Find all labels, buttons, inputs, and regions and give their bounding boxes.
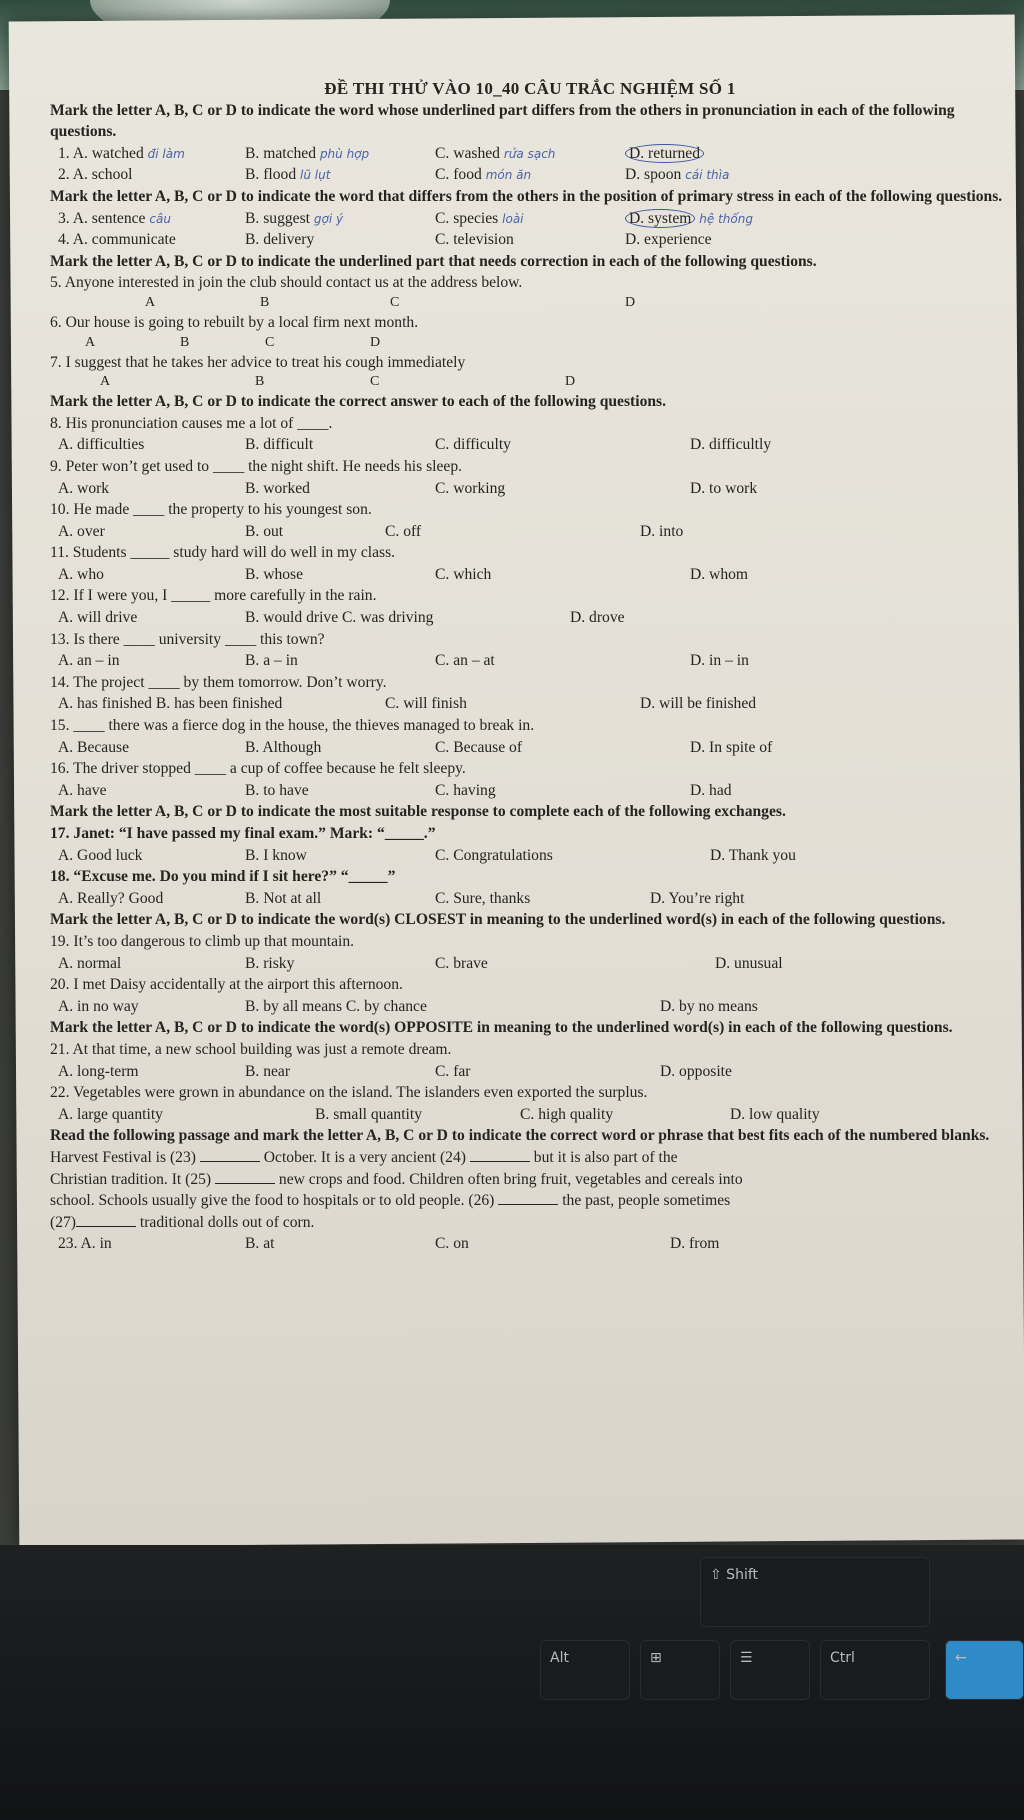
q13-option-d[interactable]: D. in – in (690, 652, 749, 670)
q20-option-d[interactable]: D. by no means (660, 997, 758, 1015)
q18-options (50, 888, 1010, 910)
q10-options (50, 521, 1010, 543)
question-2 (50, 164, 1010, 186)
q8-options (50, 434, 1010, 456)
question-12: 12. If I were you, I _____ more carefully in the rain. (50, 587, 377, 605)
q20-option-bc[interactable]: B. by all means C. by chance (245, 997, 427, 1015)
q21-options (50, 1061, 1010, 1083)
q15-option-d[interactable]: D. In spite of (690, 738, 773, 756)
q17-option-d[interactable]: D. Thank you (710, 846, 796, 864)
q9-option-a[interactable]: A. work (58, 479, 110, 497)
q11-option-a[interactable]: A. who (58, 565, 104, 583)
passage-line-4: (27) traditional dolls out of corn. (50, 1213, 315, 1231)
q15-option-a[interactable]: A. Because (58, 738, 130, 756)
question-17: 17. Janet: “I have passed my final exam.” Mark: “_____.” (50, 825, 436, 842)
question-7: 7. I suggest that he takes her advice to treat his cough immediately (50, 353, 466, 371)
q22-option-c[interactable]: C. high quality (520, 1105, 614, 1123)
q5-letter-c[interactable]: C (390, 294, 400, 310)
q5-letter-d[interactable]: D (625, 294, 636, 310)
q7-letter-b[interactable]: B (255, 374, 265, 390)
question-10: 10. He made ____ the property to his youngest son. (50, 501, 372, 519)
q6-letter-a[interactable]: A (85, 334, 96, 350)
q4-option-c[interactable]: C. television (435, 231, 514, 249)
q21-option-d[interactable]: D. opposite (660, 1062, 732, 1080)
question-16: 16. The driver stopped ____ a cup of coffee because he felt sleepy. (50, 760, 466, 778)
q16-option-a[interactable]: A. have (58, 781, 107, 799)
q17-options (50, 845, 1010, 867)
q12-options (50, 607, 1010, 629)
blank-26[interactable] (498, 1190, 558, 1205)
q10-option-b[interactable]: B. out (245, 522, 284, 540)
windows-key[interactable] (640, 1640, 720, 1700)
q15-option-c[interactable]: C. Because of (435, 738, 523, 756)
instruction-closest: Mark the letter A, B, C or D to indicate the word(s) CLOSEST in meaning to the underlined word(s) in each of the following questions. (50, 911, 946, 929)
q8-option-c[interactable]: C. difficulty (435, 436, 511, 454)
question-3 (50, 208, 1010, 230)
q19-option-c[interactable]: C. brave (435, 954, 488, 972)
q12-option-d[interactable]: D. drove (570, 609, 625, 627)
question-14: 14. The project ____ by them tomorrow. Don’t worry. (50, 673, 387, 691)
blank-23[interactable] (200, 1147, 260, 1162)
q17-option-b[interactable]: B. I know (245, 846, 307, 864)
keyboard-background (0, 1545, 1024, 1820)
q10-option-d[interactable]: D. into (640, 522, 684, 540)
q22-option-a[interactable]: A. large quantity (58, 1105, 163, 1123)
q9-option-c[interactable]: C. working (435, 479, 506, 497)
page-title: ĐỀ THI THỬ VÀO 10_40 CÂU TRẮC NGHIỆM SỐ 1 (324, 79, 736, 98)
question-5: 5. Anyone interested in join the club should contact us at the address below. (50, 274, 523, 292)
instruction-correction: Mark the letter A, B, C or D to indicate the underlined part that needs correction in each of the following questions. (50, 252, 817, 270)
q5-letters (50, 294, 1010, 312)
q13-options (50, 650, 1010, 672)
q18-option-b[interactable]: B. Not at all (245, 889, 322, 907)
instruction-response: Mark the letter A, B, C or D to indicate the most suitable response to complete each of the following exchanges. (50, 803, 786, 821)
q9-options (50, 478, 1010, 500)
q16-options (50, 780, 1010, 802)
q4-option-d[interactable]: D. experience (625, 231, 712, 249)
ctrl-key[interactable]: Ctrl (820, 1640, 930, 1700)
instruction-stress: Mark the letter A, B, C or D to indicate the word that differs from the others in the position of primary stress in each of the following questions. (50, 187, 1003, 205)
q5-letter-b[interactable]: B (260, 294, 270, 310)
question-19: 19. It’s too dangerous to climb up that mountain. (50, 932, 355, 950)
question-11: 11. Students _____ study hard will do well in my class. (50, 544, 396, 562)
q23-options (50, 1233, 1010, 1255)
instruction-passage: Read the following passage and mark the letter A, B, C or D to indicate the correct word or phrase that best fits each of the numbered blanks. (50, 1127, 990, 1145)
q12-option-b[interactable]: B. would drive C. was driving (245, 609, 434, 627)
exam-content (50, 78, 1010, 1255)
q23-option-c[interactable]: C. on (435, 1235, 469, 1253)
q21-option-c[interactable]: C. far (435, 1062, 471, 1080)
q19-option-b[interactable]: B. risky (245, 954, 295, 972)
q19-options (50, 953, 1010, 975)
q6-letter-d[interactable]: D (370, 334, 381, 350)
q20-option-a[interactable]: A. in no way (58, 997, 139, 1015)
instruction-opposite: Mark the letter A, B, C or D to indicate the word(s) OPPOSITE in meaning to the underlined word(s) in each of the following questions. (50, 1019, 953, 1037)
question-18: 18. “Excuse me. Do you mind if I sit here?” “_____” (50, 868, 396, 886)
q11-options (50, 564, 1010, 586)
q18-option-d[interactable]: D. You’re right (650, 889, 745, 907)
q19-option-d[interactable]: D. unusual (715, 954, 783, 972)
q6-letters (50, 334, 1010, 352)
q18-option-c[interactable]: C. Sure, thanks (435, 889, 531, 907)
instruction-correct-answer: Mark the letter A, B, C or D to indicate the correct answer to each of the following questions. (50, 393, 667, 411)
q19-option-a[interactable]: A. normal (58, 954, 122, 972)
menu-icon: ☰ (740, 1650, 753, 1666)
q17-option-c[interactable]: C. Congratulations (435, 846, 553, 864)
q22-option-d[interactable]: D. low quality (730, 1105, 820, 1123)
menu-key[interactable] (730, 1640, 810, 1700)
q2-option-d[interactable]: D. spoon cái thìa (625, 166, 730, 184)
q7-letter-c[interactable]: C (370, 374, 380, 390)
q7-letters (50, 373, 1010, 391)
q17-option-a[interactable]: A. Good luck (58, 846, 143, 864)
q14-options (50, 693, 1010, 715)
question-20: 20. I met Daisy accidentally at the airport this afternoon. (50, 976, 403, 994)
question-4 (50, 229, 1010, 251)
q16-option-c[interactable]: C. having (435, 781, 496, 799)
q23-option-b[interactable]: B. at (245, 1235, 275, 1253)
q4-option-b[interactable]: B. delivery (245, 231, 315, 249)
q2-option-b[interactable]: B. flood lũ lụt (245, 166, 331, 184)
blank-25[interactable] (215, 1169, 275, 1184)
blank-27[interactable] (76, 1212, 136, 1227)
q21-option-b[interactable]: B. near (245, 1062, 291, 1080)
q3-option-c[interactable]: C. species loài (435, 209, 524, 227)
q15-option-b[interactable]: B. Although (245, 738, 322, 756)
q23-option-a[interactable]: 23. A. in (58, 1235, 112, 1253)
q11-option-b[interactable]: B. whose (245, 565, 304, 583)
q21-option-a[interactable]: A. long-term (58, 1062, 139, 1080)
q10-option-c[interactable]: C. off (385, 522, 422, 540)
q1-option-d[interactable]: D. returned (625, 143, 704, 165)
passage-line-3: school. Schools usually give the food to hospitals or to old people. (26) the past, people sometimes (50, 1192, 731, 1210)
q1-option-a[interactable]: 1. A. watched đi làm (58, 144, 185, 162)
windows-icon: ⊞ (650, 1650, 662, 1666)
passage-line-2: Christian tradition. It (25) new crops and food. Children often bring fruit, vegetables and cereals into (50, 1170, 743, 1188)
question-9: 9. Peter won’t get used to ____ the night shift. He needs his sleep. (50, 457, 463, 475)
q9-option-b[interactable]: B. worked (245, 479, 310, 497)
q10-option-a[interactable]: A. over (58, 522, 105, 540)
q8-option-d[interactable]: D. difficultly (690, 436, 772, 454)
q14-option-d[interactable]: D. will be finished (640, 695, 757, 713)
q3-option-b[interactable]: B. suggest gợi ý (245, 209, 344, 227)
arrow-left-icon: ← (955, 1650, 967, 1666)
q3-option-a[interactable]: 3. A. sentence câu (58, 209, 171, 227)
q5-letter-a[interactable]: A (145, 294, 156, 310)
passage-line-1: Harvest Festival is (23) October. It is a very ancient (24) but it is also part of the (50, 1148, 678, 1166)
q15-options (50, 737, 1010, 759)
q13-option-c[interactable]: C. an – at (435, 652, 495, 670)
q6-letter-b[interactable]: B (180, 334, 190, 350)
q11-option-d[interactable]: D. whom (690, 565, 749, 583)
blank-24[interactable] (470, 1147, 530, 1162)
q2-option-a[interactable]: 2. A. school (58, 166, 133, 184)
question-22: 22. Vegetables were grown in abundance on the island. The islanders even exported the surplus. (50, 1084, 648, 1102)
q14-option-ab[interactable]: A. has finished B. has been finished (58, 695, 283, 713)
question-8: 8. His pronunciation causes me a lot of ____. (50, 414, 333, 432)
q22-option-b[interactable]: B. small quantity (315, 1105, 422, 1123)
q23-option-d[interactable]: D. from (670, 1235, 720, 1253)
q14-option-c[interactable]: C. will finish (385, 695, 467, 713)
q9-option-d[interactable]: D. to work (690, 479, 758, 497)
question-6: 6. Our house is going to rebuilt by a local firm next month. (50, 313, 419, 331)
q11-option-c[interactable]: C. which (435, 565, 492, 583)
q20-options (50, 996, 1010, 1018)
q13-option-a[interactable]: A. an – in (58, 652, 120, 670)
alt-key[interactable]: Alt (540, 1640, 630, 1700)
arrow-left-key[interactable] (945, 1640, 1024, 1700)
q18-option-a[interactable]: A. Really? Good (58, 889, 164, 907)
q13-option-b[interactable]: B. a – in (245, 652, 298, 670)
q7-letter-a[interactable]: A (100, 374, 111, 390)
q2-option-c[interactable]: C. food món ăn (435, 166, 532, 184)
q1-option-c[interactable]: C. washed rửa sạch (435, 144, 556, 162)
q1-option-b[interactable]: B. matched phù hợp (245, 144, 370, 162)
q22-options (50, 1104, 1010, 1126)
q12-option-a[interactable]: A. will drive (58, 609, 138, 627)
q8-option-a[interactable]: A. difficulties (58, 436, 145, 454)
question-15: 15. ____ there was a fierce dog in the house, the thieves managed to break in. (50, 717, 535, 735)
q7-letter-d[interactable]: D (565, 374, 576, 390)
q16-option-d[interactable]: D. had (690, 781, 732, 799)
question-13: 13. Is there ____ university ____ this town? (50, 630, 325, 648)
q3-option-d[interactable]: D. system hệ thống (625, 208, 753, 231)
question-1 (50, 143, 1010, 165)
q16-option-b[interactable]: B. to have (245, 781, 309, 799)
q6-letter-c[interactable]: C (265, 334, 275, 350)
q4-option-a[interactable]: 4. A. communicate (58, 231, 176, 249)
question-21: 21. At that time, a new school building was just a remote dream. (50, 1040, 452, 1058)
q8-option-b[interactable]: B. difficult (245, 436, 314, 454)
shift-key[interactable]: ⇧ Shift (700, 1557, 930, 1627)
instruction-pronunciation: Mark the letter A, B, C or D to indicate the word whose underlined part differs from the others in pronunciation in each of the following questions. (50, 101, 955, 141)
